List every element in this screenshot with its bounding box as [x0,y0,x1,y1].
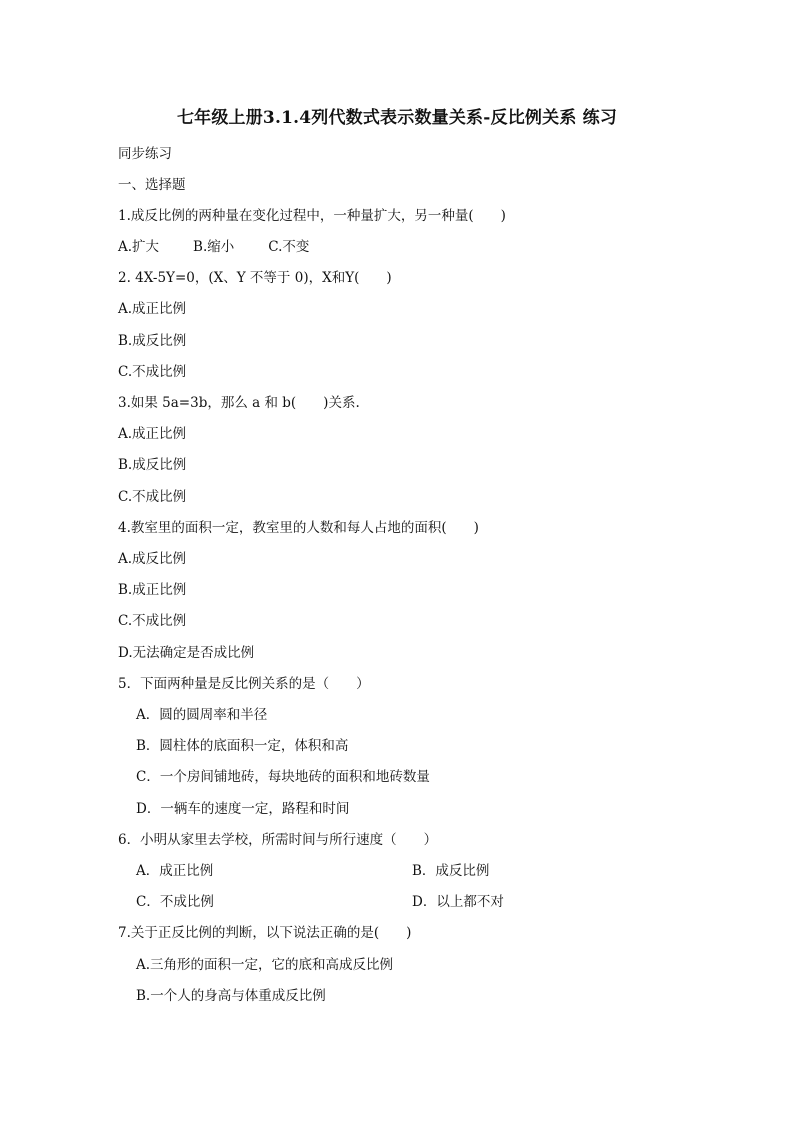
question-1-option-a: A.扩大 [118,239,160,255]
page-title: 七年级上册3.1.4列代数式表示数量关系-反比例关系 练习 [176,108,618,128]
question-4-option-a: A.成反比例 [118,551,187,567]
question-4-stem: 4.教室里的面积一定，教室里的人数和每人占地的面积( ) [118,520,479,536]
question-6-option-c: C．不成比例 [136,894,214,910]
question-3-stem: 3.如果 5a=3b，那么 a 和 b( )关系. [118,395,360,411]
question-1-stem: 1.成反比例的两种量在变化过程中，一种量扩大，另一种量( ) [118,208,506,224]
question-4-option-c: C.不成比例 [118,613,187,629]
question-6-stem: 6．小明从家里去学校，所需时间与所行速度（ ） [118,832,438,848]
question-7-option-b: B.一个人的身高与体重成反比例 [136,988,326,1004]
part-heading: 一、选择题 [118,177,186,193]
question-3-option-c: C.不成比例 [118,489,187,505]
question-3-option-b: B.成反比例 [118,457,187,473]
question-3-option-a: A.成正比例 [118,426,187,442]
question-6-option-d: D．以上都不对 [412,894,504,910]
question-5-option-d: D．一辆车的速度一定，路程和时间 [136,801,350,817]
question-4-option-d: D.无法确定是否成比例 [118,645,255,661]
question-2-stem: 2. 4X-5Y=0，(X、Y 不等于 0)，X和Y( ) [118,270,392,286]
question-1-options [118,238,309,256]
question-2-option-c: C.不成比例 [118,364,187,380]
question-7-stem: 7.关于正反比例的判断，以下说法正确的是( ) [118,925,412,941]
question-5-stem: 5．下面两种量是反比例关系的是（ ） [118,676,370,692]
question-6-option-a: A．成正比例 [136,863,214,879]
section-label: 同步练习 [118,146,172,162]
question-2-option-b: B.成反比例 [118,333,187,349]
question-5-option-c: C．一个房间铺地砖，每块地砖的面积和地砖数量 [136,769,430,785]
question-5-option-b: B．圆柱体的底面积一定，体积和高 [136,738,349,754]
question-2-option-a: A.成正比例 [118,301,187,317]
question-4-option-b: B.成正比例 [118,582,187,598]
question-5-option-a: A．圆的圆周率和半径 [136,707,268,723]
question-6-option-b: B．成反比例 [412,863,490,879]
question-1-option-c: C.不变 [268,239,310,255]
question-1-option-b: B.缩小 [193,239,235,255]
question-7-option-a: A.三角形的面积一定，它的底和高成反比例 [136,957,394,973]
